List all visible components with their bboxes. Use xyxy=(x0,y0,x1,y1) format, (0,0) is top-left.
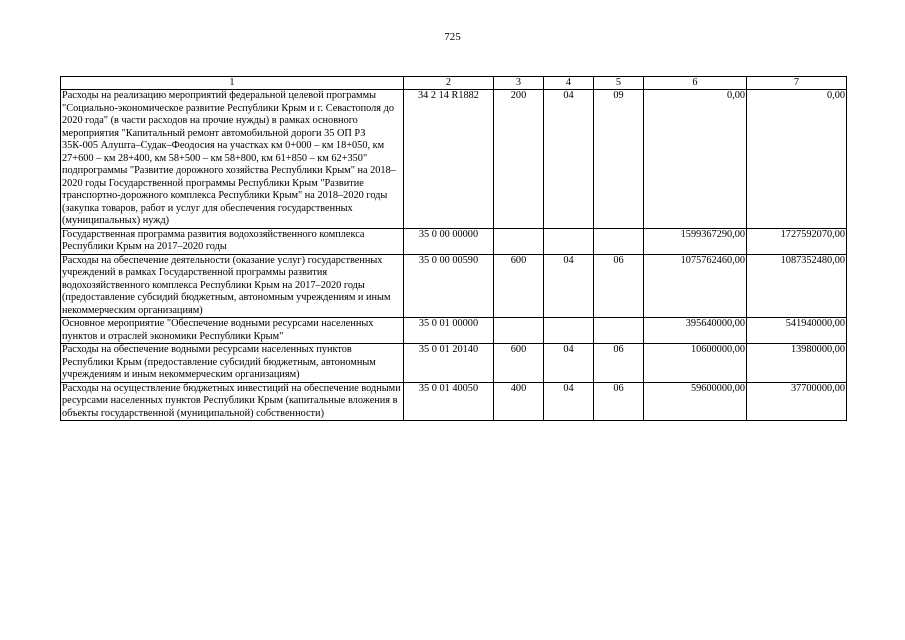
row-code: 35 0 00 00000 xyxy=(404,228,494,254)
header-col-7: 7 xyxy=(747,77,847,90)
row-amount-6: 0,00 xyxy=(644,90,747,229)
row-amount-6: 59600000,00 xyxy=(644,382,747,421)
row-c5 xyxy=(594,318,644,344)
row-amount-7: 13980000,00 xyxy=(747,344,847,383)
row-c5 xyxy=(594,228,644,254)
header-col-4: 4 xyxy=(544,77,594,90)
row-name: Расходы на осуществление бюджетных инвестиций на обеспечение водными ресурсами населенных пунктов Республики Крым (капитальные вложения в объекты государственной (муниципальной) собственности) xyxy=(61,382,404,421)
budget-table xyxy=(60,76,847,421)
row-name: Государственная программа развития водохозяйственного комплекса Республики Крым на 2017–2020 годы xyxy=(61,228,404,254)
row-amount-7: 1727592070,00 xyxy=(747,228,847,254)
row-amount-7: 37700000,00 xyxy=(747,382,847,421)
row-amount-7: 541940000,00 xyxy=(747,318,847,344)
row-name: Основное мероприятие "Обеспечение водными ресурсами населенных пунктов и отраслей экономики Республики Крым" xyxy=(61,318,404,344)
row-c5: 09 xyxy=(594,90,644,229)
row-code: 35 0 01 20140 xyxy=(404,344,494,383)
header-col-5: 5 xyxy=(594,77,644,90)
row-c4: 04 xyxy=(544,382,594,421)
row-amount-6: 1599367290,00 xyxy=(644,228,747,254)
header-row xyxy=(61,77,847,90)
row-c3: 600 xyxy=(494,344,544,383)
row-amount-6: 10600000,00 xyxy=(644,344,747,383)
row-c3: 600 xyxy=(494,254,544,318)
table-row xyxy=(61,344,847,383)
row-c5: 06 xyxy=(594,382,644,421)
row-c4: 04 xyxy=(544,344,594,383)
row-c3 xyxy=(494,228,544,254)
row-amount-7: 1087352480,00 xyxy=(747,254,847,318)
row-c3: 400 xyxy=(494,382,544,421)
row-amount-6: 395640000,00 xyxy=(644,318,747,344)
header-col-2: 2 xyxy=(404,77,494,90)
row-amount-6: 1075762460,00 xyxy=(644,254,747,318)
row-code: 34 2 14 R1882 xyxy=(404,90,494,229)
row-c3 xyxy=(494,318,544,344)
table-row xyxy=(61,228,847,254)
row-code: 35 0 01 40050 xyxy=(404,382,494,421)
row-c3: 200 xyxy=(494,90,544,229)
row-c5: 06 xyxy=(594,344,644,383)
row-name: Расходы на реализацию мероприятий федеральной целевой программы "Социально-экономическое развитие Республики Крым и г. Севастополя до 2020 года" (в части расходов на прочие нужды) в рамках основного мероприятия "Капитальный ремонт автомобильной дороги 35 ОП РЗ 35К-005 Алушта–Судак–Феодосия на участках км 0+000 – км 18+050, км 27+600 – км 28+400, км 58+500 – км 58+800, км 61+850 – км 62+350" подпрограммы "Развитие дорожного хозяйства Республики Крым" на 2018–2020 годы Государственной программы Республики Крым "Развитие транспортно-дорожного комплекса Республики Крым" на 2018–2020 годы (закупка товаров, работ и услуг для обеспечения государственных (муниципальных) нужд) xyxy=(61,90,404,229)
row-c4 xyxy=(544,318,594,344)
row-name: Расходы на обеспечение деятельности (оказание услуг) государственных учреждений в рамках Государственной программы развития водохозяйственного комплекса Республики Крым на 2017–2020 годы (предоставление субсидий бюджетным, автономным учреждениям и иным некоммерческим организациям) xyxy=(61,254,404,318)
row-c4: 04 xyxy=(544,254,594,318)
row-code: 35 0 01 00000 xyxy=(404,318,494,344)
table-row xyxy=(61,254,847,318)
row-code: 35 0 00 00590 xyxy=(404,254,494,318)
row-name: Расходы на обеспечение водными ресурсами населенных пунктов Республики Крым (предоставление субсидий бюджетным, автономным учреждениям и иным некоммерческим организациям) xyxy=(61,344,404,383)
row-c5: 06 xyxy=(594,254,644,318)
header-col-1: 1 xyxy=(61,77,404,90)
table-row xyxy=(61,318,847,344)
row-amount-7: 0,00 xyxy=(747,90,847,229)
table-row xyxy=(61,90,847,229)
page-number: 725 xyxy=(444,31,461,43)
header-col-3: 3 xyxy=(494,77,544,90)
row-c4 xyxy=(544,228,594,254)
header-col-6: 6 xyxy=(644,77,747,90)
row-c4: 04 xyxy=(544,90,594,229)
table-row xyxy=(61,382,847,421)
